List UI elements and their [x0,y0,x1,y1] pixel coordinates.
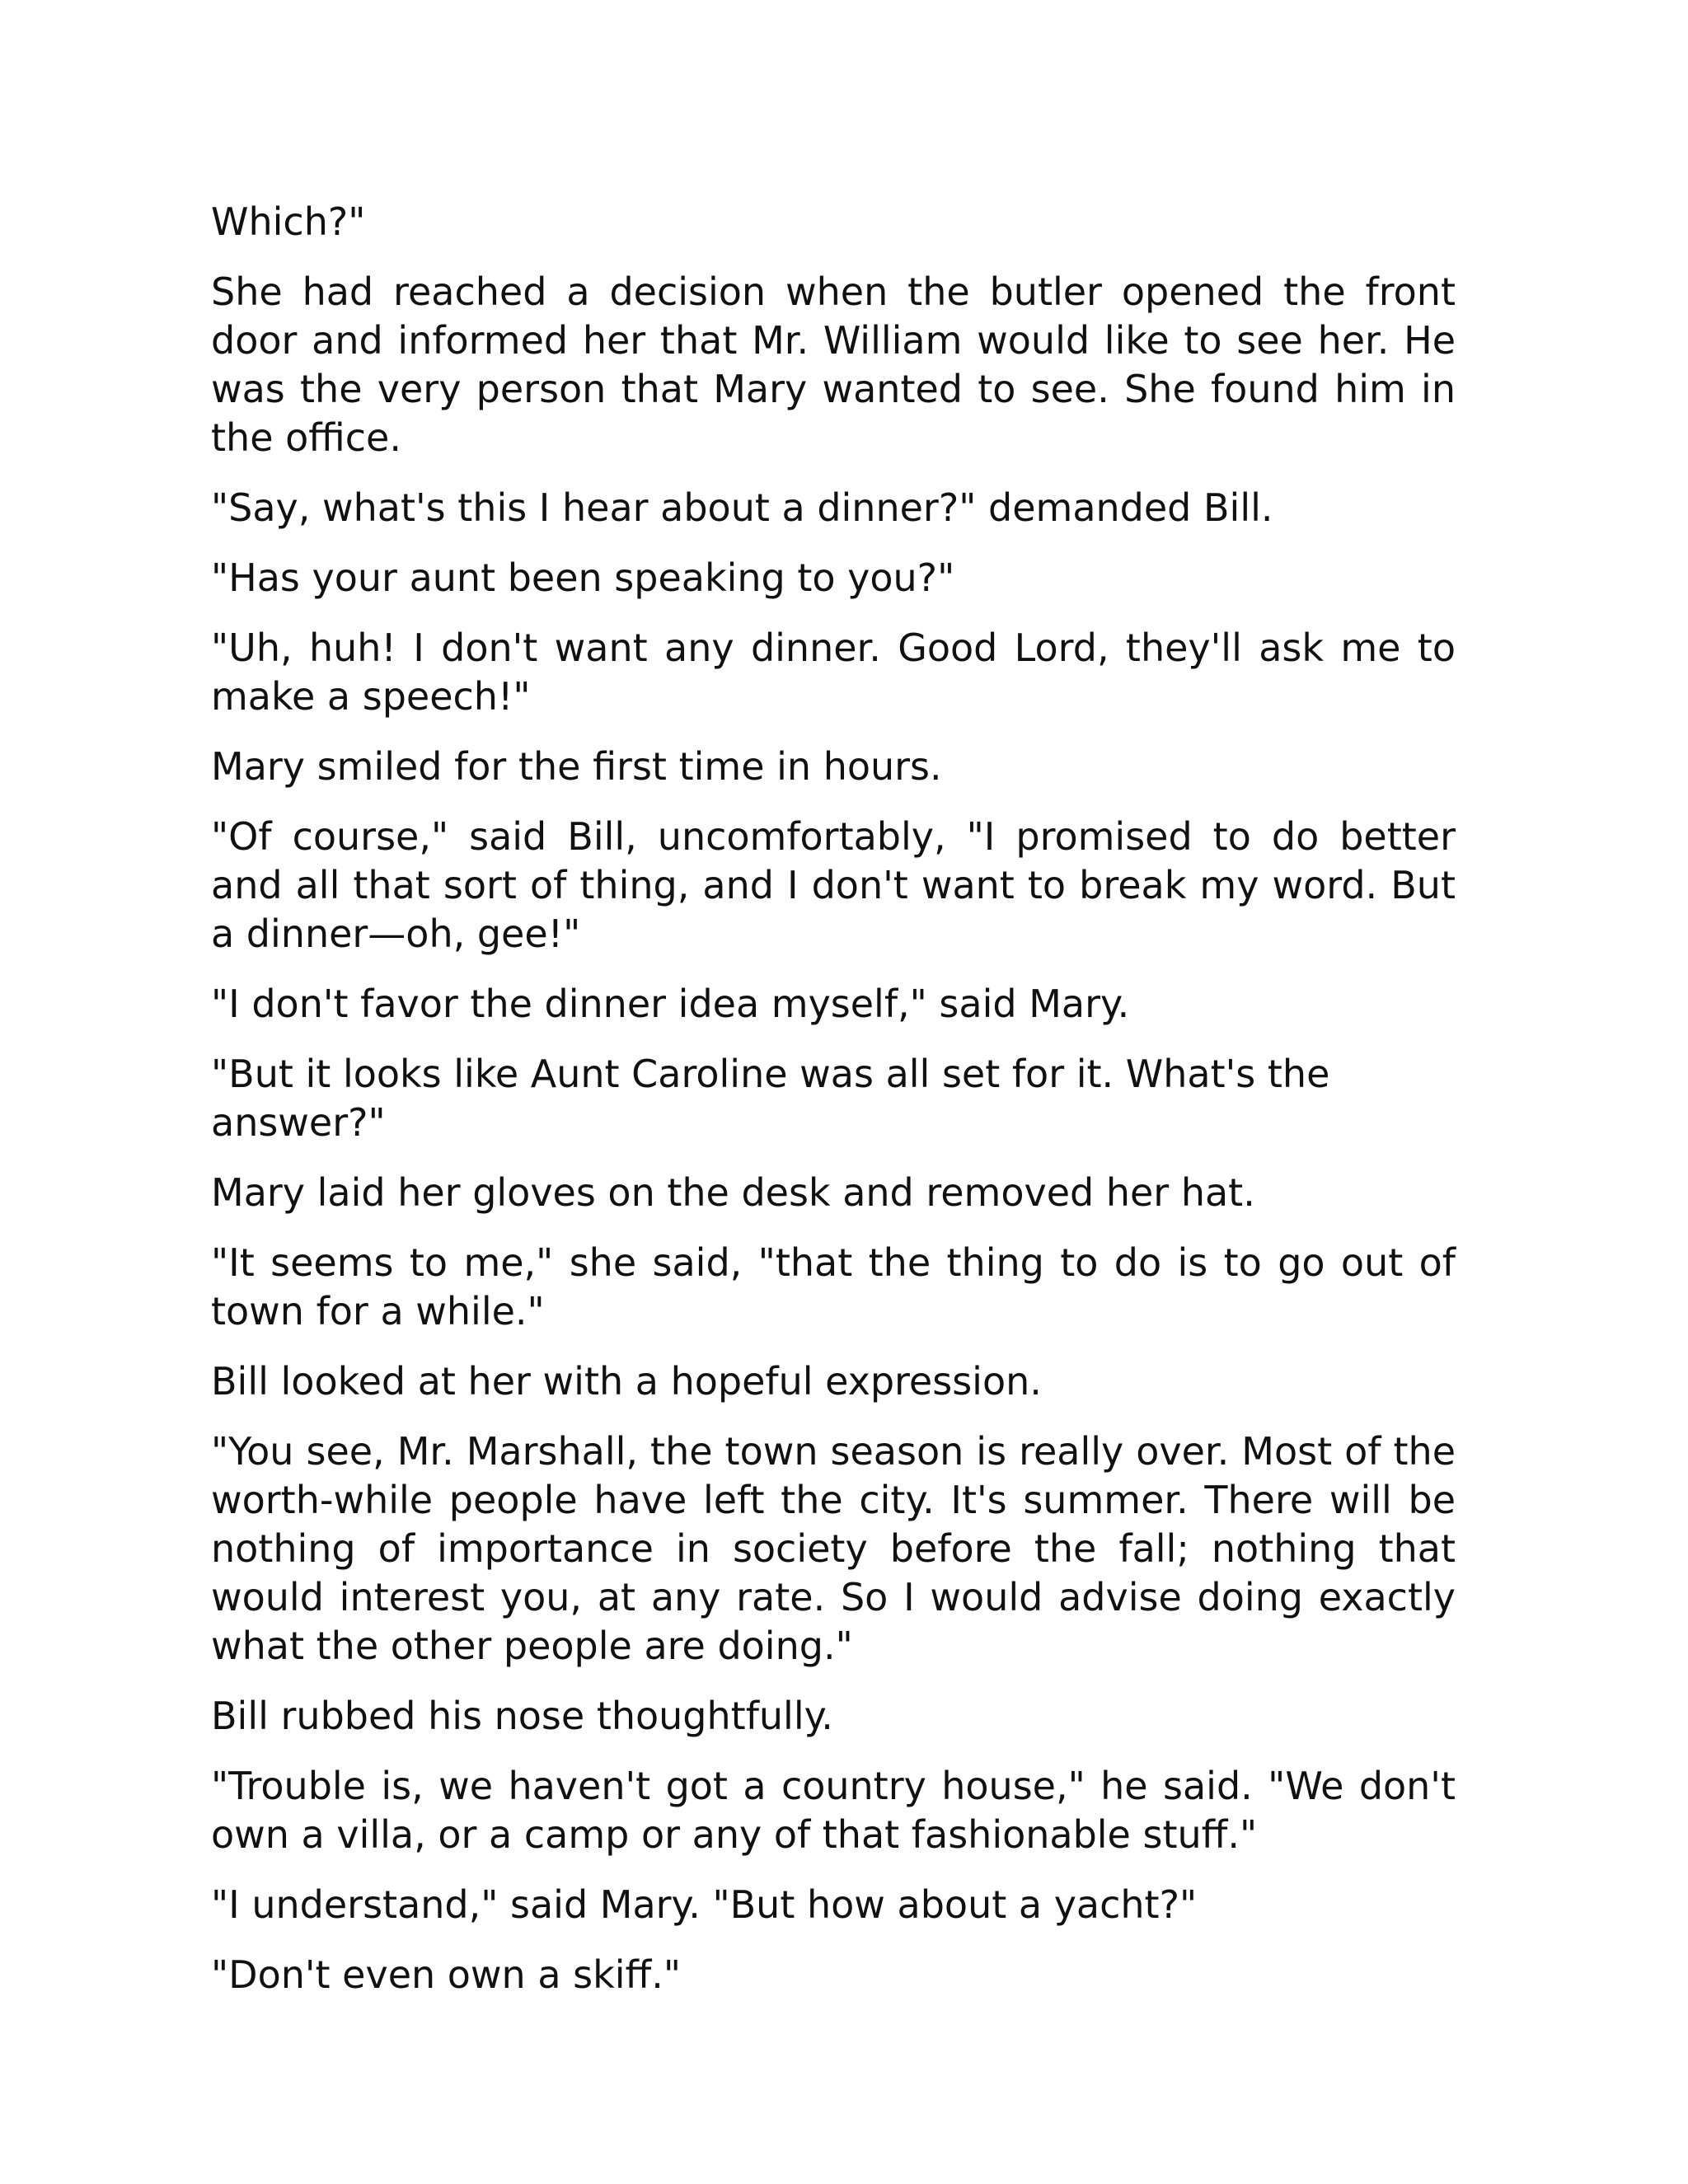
paragraph: "Uh, huh! I don't want any dinner. Good Lord, they'll ask me to make a speech!" [211,626,1456,719]
body-text [211,198,1456,2021]
paragraph: "I understand," said Mary. "But how about a yacht?" [211,1882,1198,1927]
paragraph: "Trouble is, we haven't got a country house," he said. "We don't own a villa, or a camp or any of that fashionable stuff." [211,1764,1456,1857]
paragraph: Bill rubbed his nose thoughtfully. [211,1694,833,1738]
paragraph: "It seems to me," she said, "that the thing to do is to go out of town for a while." [211,1240,1456,1333]
paragraph: "Of course," said Bill, uncomfortably, "I promised to do better and all that sort of thing, and I don't want to break my word. But a dinner—oh, gee!" [211,814,1456,956]
paragraph: "Say, what's this I hear about a dinner?" demanded Bill. [211,485,1273,530]
paragraph: "Don't even own a skiff." [211,1952,681,1997]
paragraph: Mary smiled for the first time in hours. [211,744,942,789]
paragraph: Which?" [211,199,366,244]
paragraph: "You see, Mr. Marshall, the town season is really over. Most of the worth-while people have left the city. It's summer. There will be nothing of importance in society before the fall; nothing that would interest you, at any rate. So I would advise doing exactly what the other people are doing." [211,1429,1456,1668]
paragraph: "I don't favor the dinner idea myself," said Mary. [211,982,1130,1026]
paragraph: "Has your aunt been speaking to you?" [211,555,955,600]
paragraph: "But it looks like Aunt Caroline was all set for it. What's the answer?" [211,1052,1330,1145]
paragraph: Mary laid her gloves on the desk and removed her hat. [211,1170,1255,1215]
paragraph: Bill looked at her with a hopeful expression. [211,1359,1042,1404]
paragraph: She had reached a decision when the butler opened the front door and informed her that Mr. William would like to see her. He was the very person that Mary wanted to see. She found him in the office. [211,269,1456,460]
